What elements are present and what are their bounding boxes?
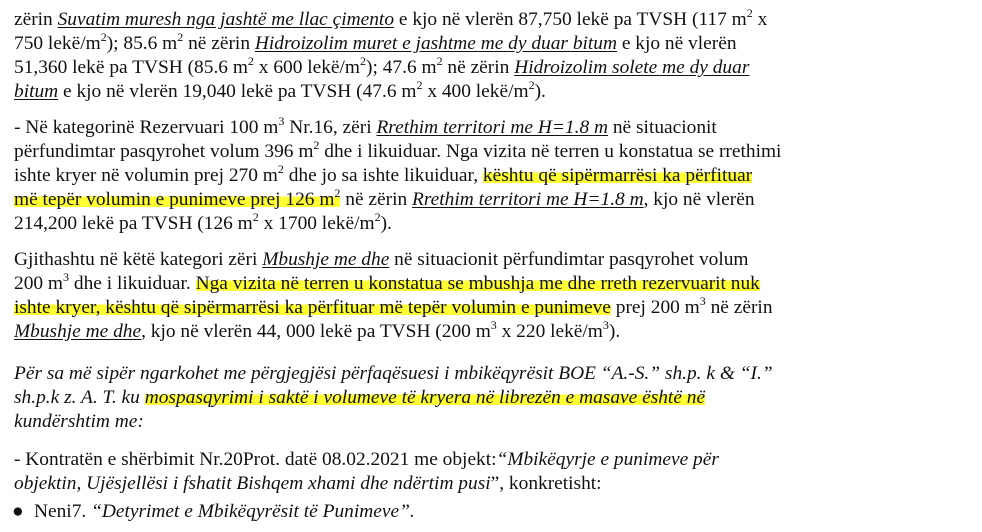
paragraph-line: kundërshtim me: [14,411,144,432]
paragraph-line: - Kontratën e shërbimit Nr.20Prot. datë 08.02.2021 me objekt:“Mbikëqyrje e punimeve për [14,449,719,470]
item-name: Mbushje me dhe [262,249,390,270]
paragraph-line: bitum e kjo në vlerën 19,040 lekë pa TVSH (47.6 $m^2$ x 400 lekë/$m^2$). [14,77,546,102]
paragraph-line: Gjithashtu në këtë kategori zëri Mbushje me dhe në situacionit përfundimtar pasqyrohet volum [14,249,749,270]
paragraph-line: 750 lekë/$m^2$); 85.6 $m^2$ në zërin Hidroizolim muret e jashtme me dy duar bitum e kjo në vlerën [14,29,737,54]
paragraph-line: - Në kategorinë Rezervuari 100 $m^3$ Nr.16, zëri Rrethim territori me H=1.8 m në situacionit [14,113,717,138]
item-name: Mbushje me dhe [14,321,142,342]
paragraph-line: ishte kryer, kështu që sipërmarrësi ka përfituar më tepër volumin e punimeve prej 200 $m^3$ në zërin [14,293,773,318]
item-name: Hidroizolim muret e jashtme me dy duar bitum [254,33,617,54]
item-name: bitum [14,81,59,102]
bullet-item: ● Neni7. “Detyrimet e Mbikëqyrësit të Punimeve”. [12,501,415,522]
item-name: Rrethim territori me H=1.8 m [412,189,644,210]
paragraph-line: 214,200 lekë pa TVSH (126 $m^2$ x 1700 lekë/$m^2$). [14,209,392,234]
highlighted-text: Nga vizita në terren u konstatua se mbushja me dhe rreth rezervuarit nuk [195,273,760,294]
paragraph-line: Mbushje me dhe, kjo në vlerën 44, 000 lekë pa TVSH (200 $m^3$ x 220 lekë/$m^3$). [14,317,621,342]
highlighted-text: më tepër volumin e punimeve prej 126 $m^2$ [14,185,341,210]
paragraph-line: më tepër volumin e punimeve prej 126 $m^2$ në zërin Rrethim territori me H=1.8 m, kjo në vlerën [14,185,755,210]
highlighted-text: kështu që sipërmarrësi ka përfituar [482,165,753,186]
paragraph-line: përfundimtar pasqyrohet volum 396 $m^2$ dhe i likuiduar. Nga vizita në terren u konstatua se rrethimi [14,137,782,162]
item-name: Rrethim territori me H=1.8 m [376,117,609,138]
paragraph-line: ishte kryer në volumin prej 270 $m^2$ dhe jo sa ishte likuiduar, kështu që sipërmarrësi ka përfituar [14,161,753,186]
item-name: Hidroizolim solete me dy duar [514,57,750,78]
paragraph-line: 200 $m^3$ dhe i likuiduar. Nga vizita në terren u konstatua se mbushja me dhe rreth rezervuarit nuk [14,269,760,294]
bullet-icon: ● [12,501,24,522]
highlighted-text: mospasqyrimi i saktë i volumeve të kryera në librezën e masave është në [144,387,706,408]
paragraph-line: 51,360 lekë pa TVSH (85.6 $m^2$ x 600 lekë/$m^2$); 47.6 $m^2$ në zërin Hidroizolim solete me dy duar [14,53,750,78]
paragraph-line: zërin Suvatim muresh nga jashtë me llac çimento e kjo në vlerën 87,750 lekë pa TVSH (117 $m^2$ x [14,5,768,30]
highlighted-text: ishte kryer, kështu që sipërmarrësi ka përfituar më tepër volumin e punimeve [14,297,611,318]
paragraph-line: objektin, Ujësjellësi i fshatit Bishqem xhami dhe ndërtim pusi”, konkretisht: [14,473,602,494]
item-name: Suvatim muresh nga jashtë me llac çimento [57,9,395,30]
paragraph-line: Për sa më sipër ngarkohet me përgjegjësi përfaqësuesi i mbikëqyrësit BOE “A.-S.” sh.p. k & “I.” [14,363,773,384]
paragraph-line: sh.p.k z. A. T. ku mospasqyrimi i saktë i volumeve të kryera në librezën e masave është në [14,387,706,408]
